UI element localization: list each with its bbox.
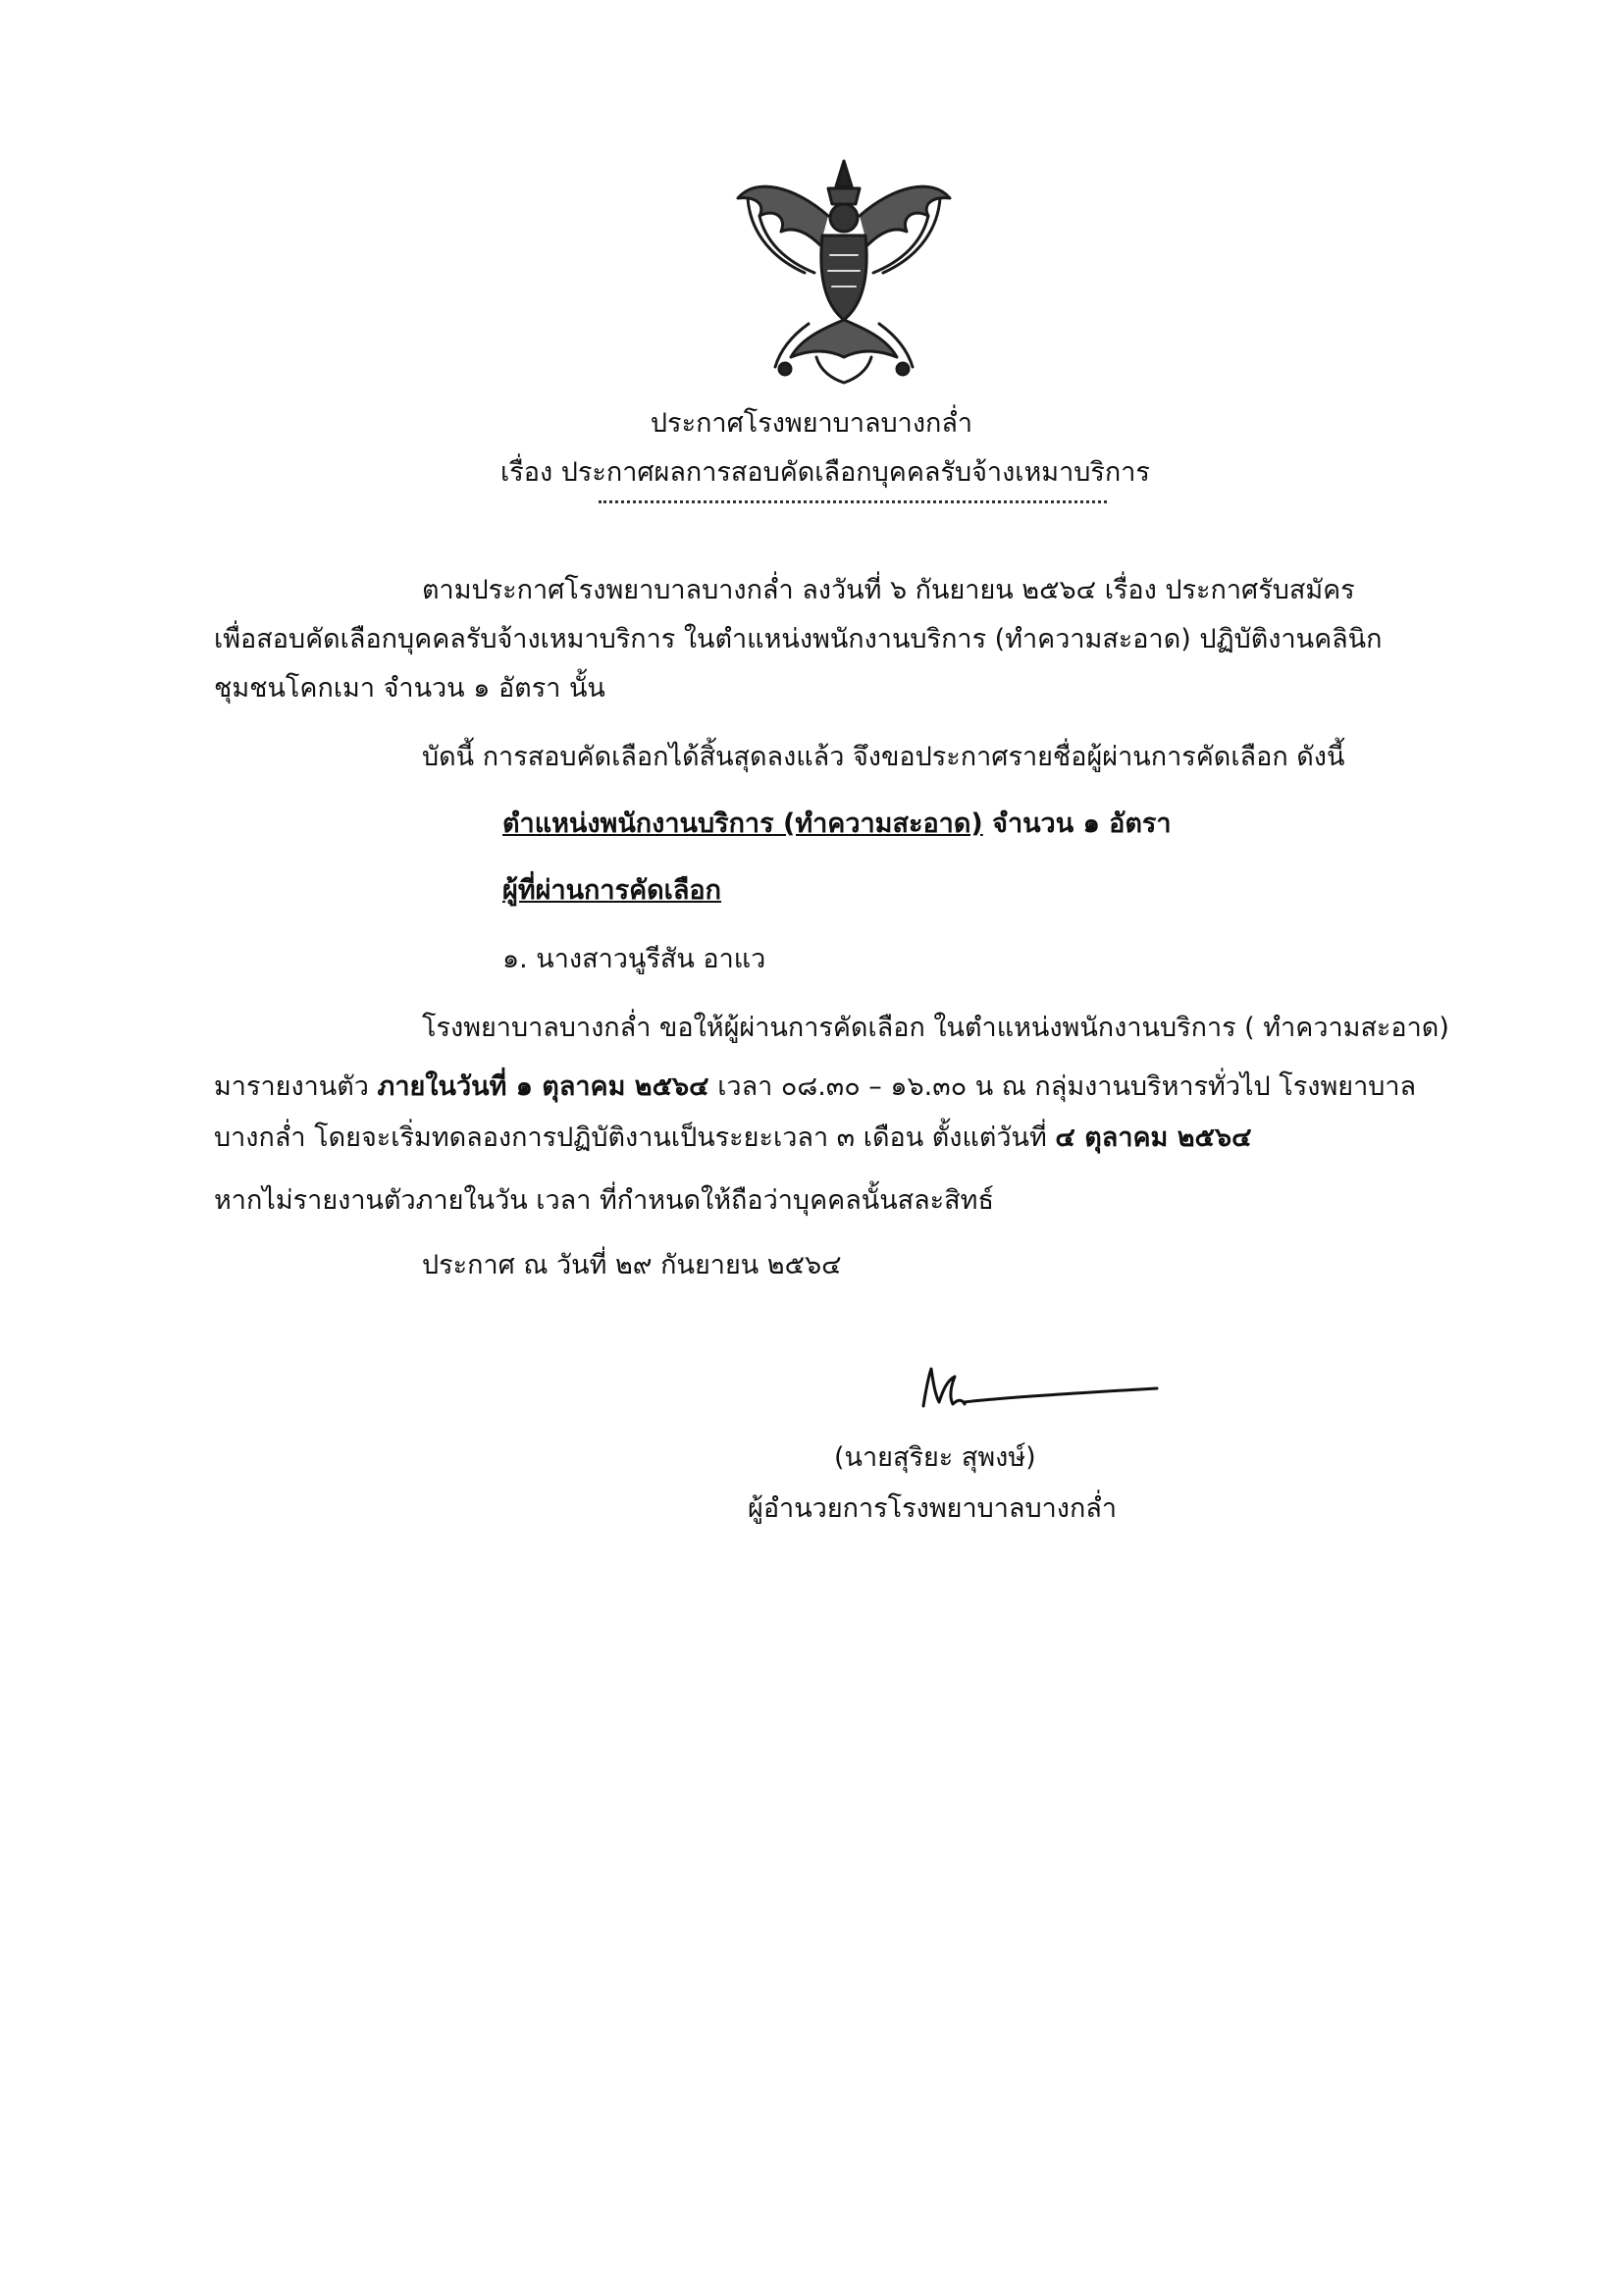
paragraph3-line2 [214, 1068, 1416, 1107]
announce-date: ประกาศ ณ วันที่ ๒๙ กันยายน ๒๕๖๔ [422, 1250, 842, 1280]
passed-item: ๑. นางสาวนูรีสัน อาแว [502, 944, 766, 974]
announcement-title: ประกาศโรงพยาบาลบางกล่ำ [650, 408, 973, 439]
paragraph3-line1: โรงพยาบาลบางกล่ำ ขอให้ผู้ผ่านการคัดเลือก ในตำแหน่งพนักงานบริการ ( ทำความสะอาด) [422, 1013, 1449, 1043]
handwritten-signature-icon [917, 1359, 1163, 1418]
position-title: ตำแหน่งพนักงานบริการ (ทำความสะอาด) [502, 809, 983, 839]
report-time-place: เวลา ๐๘.๓๐ – ๑๖.๓๐ น ณ กลุ่มงานบริหารทั่วไป โรงพยาบาล [708, 1071, 1417, 1102]
probation-start-date: ๔ ตุลาคม ๒๕๖๔ [1055, 1122, 1252, 1153]
probation-text: บางกล่ำ โดยจะเริ่มทดลองการปฏิบัติงานเป็นระยะเวลา ๓ เดือน ตั้งแต่วันที่ [214, 1122, 1056, 1153]
paragraph1-line3: ชุมชนโคกเมา จำนวน ๑ อัตรา นั้น [214, 673, 605, 704]
report-deadline: ภายในวันที่ ๑ ตุลาคม ๒๕๖๔ [377, 1071, 709, 1102]
paragraph1-line2: เพื่อสอบคัดเลือกบุคคลรับจ้างเหมาบริการ ในตำแหน่งพนักงานบริการ (ทำความสะอาด) ปฏิบัติงานคลินิก [214, 624, 1383, 654]
paragraph1-line1: ตามประกาศโรงพยาบาลบางกล่ำ ลงวันที่ ๖ กันยายน ๒๕๖๔ เรื่อง ประกาศรับสมัคร [422, 575, 1355, 605]
report-text: มารายงานตัว [214, 1071, 378, 1102]
passed-heading: ผู้ที่ผ่านการคัดเลือก [502, 875, 722, 906]
position-line [502, 805, 1172, 844]
header-divider [599, 500, 1107, 503]
signer-name: (นายสุริยะ สุพงษ์) [834, 1442, 1036, 1473]
paragraph2: บัดนี้ การสอบคัดเลือกได้สิ้นสุดลงแล้ว จึงขอประกาศรายชื่อผู้ผ่านการคัดเลือก ดังนี้ [422, 742, 1345, 772]
position-count: จำนวน ๑ อัตรา [982, 809, 1172, 839]
announcement-subject: เรื่อง ประกาศผลการสอบคัดเลือกบุคคลรับจ้างเหมาบริการ [500, 457, 1150, 488]
signer-title: ผู้อำนวยการโรงพยาบาลบางกล่ำ [748, 1493, 1117, 1524]
paragraph3-line3 [214, 1119, 1252, 1158]
garuda-emblem-icon [726, 147, 962, 392]
paragraph3-line4: หากไม่รายงานตัวภายในวัน เวลา ที่กำหนดให้ถือว่าบุคคลนั้นสละสิทธ์ [214, 1185, 994, 1216]
